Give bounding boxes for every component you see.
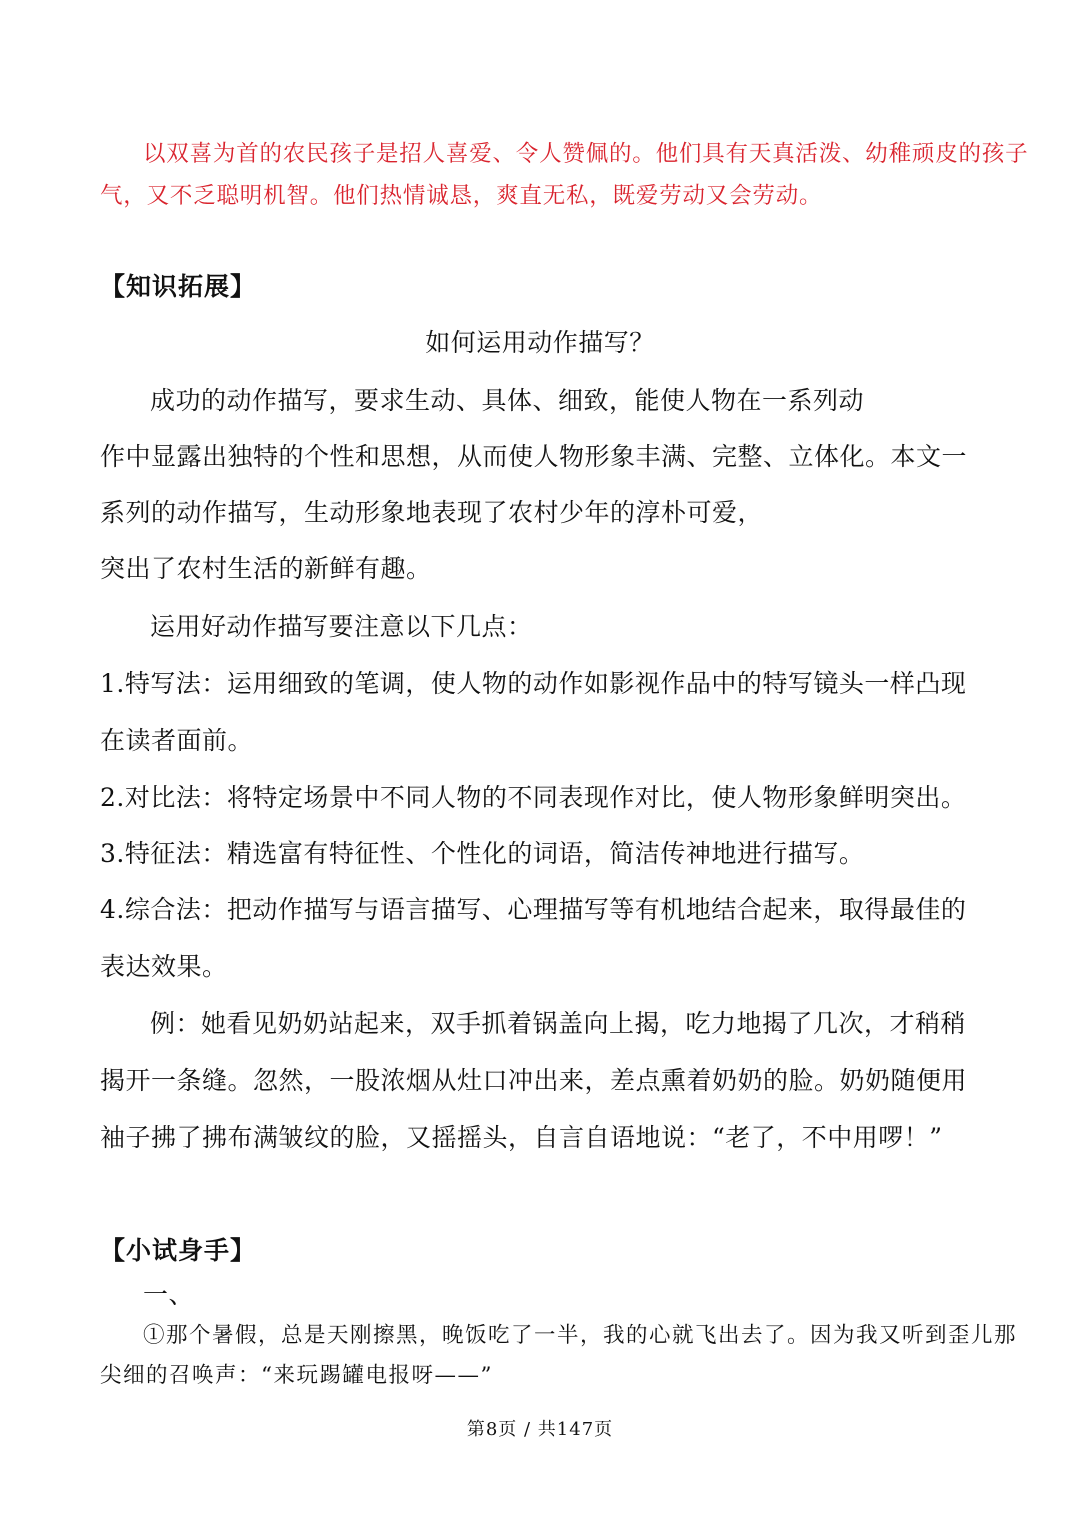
- summary-line-2: 气，又不乏聪明机智。他们热情诚恳，爽直无私，既爱劳动又会劳动。: [100, 183, 823, 209]
- passage-line-2: 尖细的召唤声：“来玩踢罐电报呀——”: [100, 1363, 493, 1388]
- example-line-3: 袖子拂了拂布满皱纹的脸，又摇摇头，自言自语地说：“老了，不中用啰！”: [100, 1123, 943, 1152]
- example-line-1: 例：她看见奶奶站起来，双手抓着锅盖向上揭，吃力地揭了几次，才稍稍: [150, 1009, 967, 1038]
- knowledge-para-line-2: 作中显露出独特的个性和思想，从而使人物形象丰满、完整、立体化。本文一: [100, 442, 968, 471]
- knowledge-para-line-1: 成功的动作描写，要求生动、具体、细致，能使人物在一系列动: [150, 386, 865, 415]
- point-3: 3.特征法：精选富有特征性、个性化的词语，简洁传神地进行描写。: [100, 839, 865, 868]
- knowledge-heading: 【知识拓展】: [100, 272, 257, 301]
- point-1-line-2: 在读者面前。: [100, 726, 254, 755]
- point-4-line-2: 表达效果。: [100, 952, 228, 981]
- example-line-2: 揭开一条缝。忽然，一股浓烟从灶口冲出来，差点熏着奶奶的脸。奶奶随便用: [100, 1066, 968, 1095]
- page-number-footer: 第8页 / 共147页: [466, 1419, 614, 1440]
- summary-line-1: 以双喜为首的农民孩子是招人喜爱、令人赞佩的。他们具有天真活泼、幼稚顽皮的孩子: [143, 141, 1029, 167]
- practice-section-number: 一、: [143, 1280, 195, 1309]
- point-1-line-1: 1.特写法：运用细致的笔调，使人物的动作如影视作品中的特写镜头一样凸现: [100, 669, 967, 698]
- knowledge-para-line-3: 系列的动作描写，生动形象地表现了农村少年的淳朴可爱，: [100, 498, 764, 527]
- point-2: 2.对比法：将特定场景中不同人物的不同表现作对比，使人物形象鲜明突出。: [100, 783, 967, 812]
- practice-heading: 【小试身手】: [100, 1236, 257, 1265]
- knowledge-intro: 运用好动作描写要注意以下几点：: [150, 612, 533, 641]
- knowledge-title: 如何运用动作描写？: [425, 328, 655, 357]
- point-4-line-1: 4.综合法：把动作描写与语言描写、心理描写等有机地结合起来，取得最佳的: [100, 895, 967, 924]
- knowledge-para-line-4: 突出了农村生活的新鲜有趣。: [100, 554, 432, 583]
- passage-line-1: ①那个暑假，总是天刚擦黑，晚饭吃了一半，我的心就飞出去了。因为我又听到歪儿那: [143, 1323, 1018, 1348]
